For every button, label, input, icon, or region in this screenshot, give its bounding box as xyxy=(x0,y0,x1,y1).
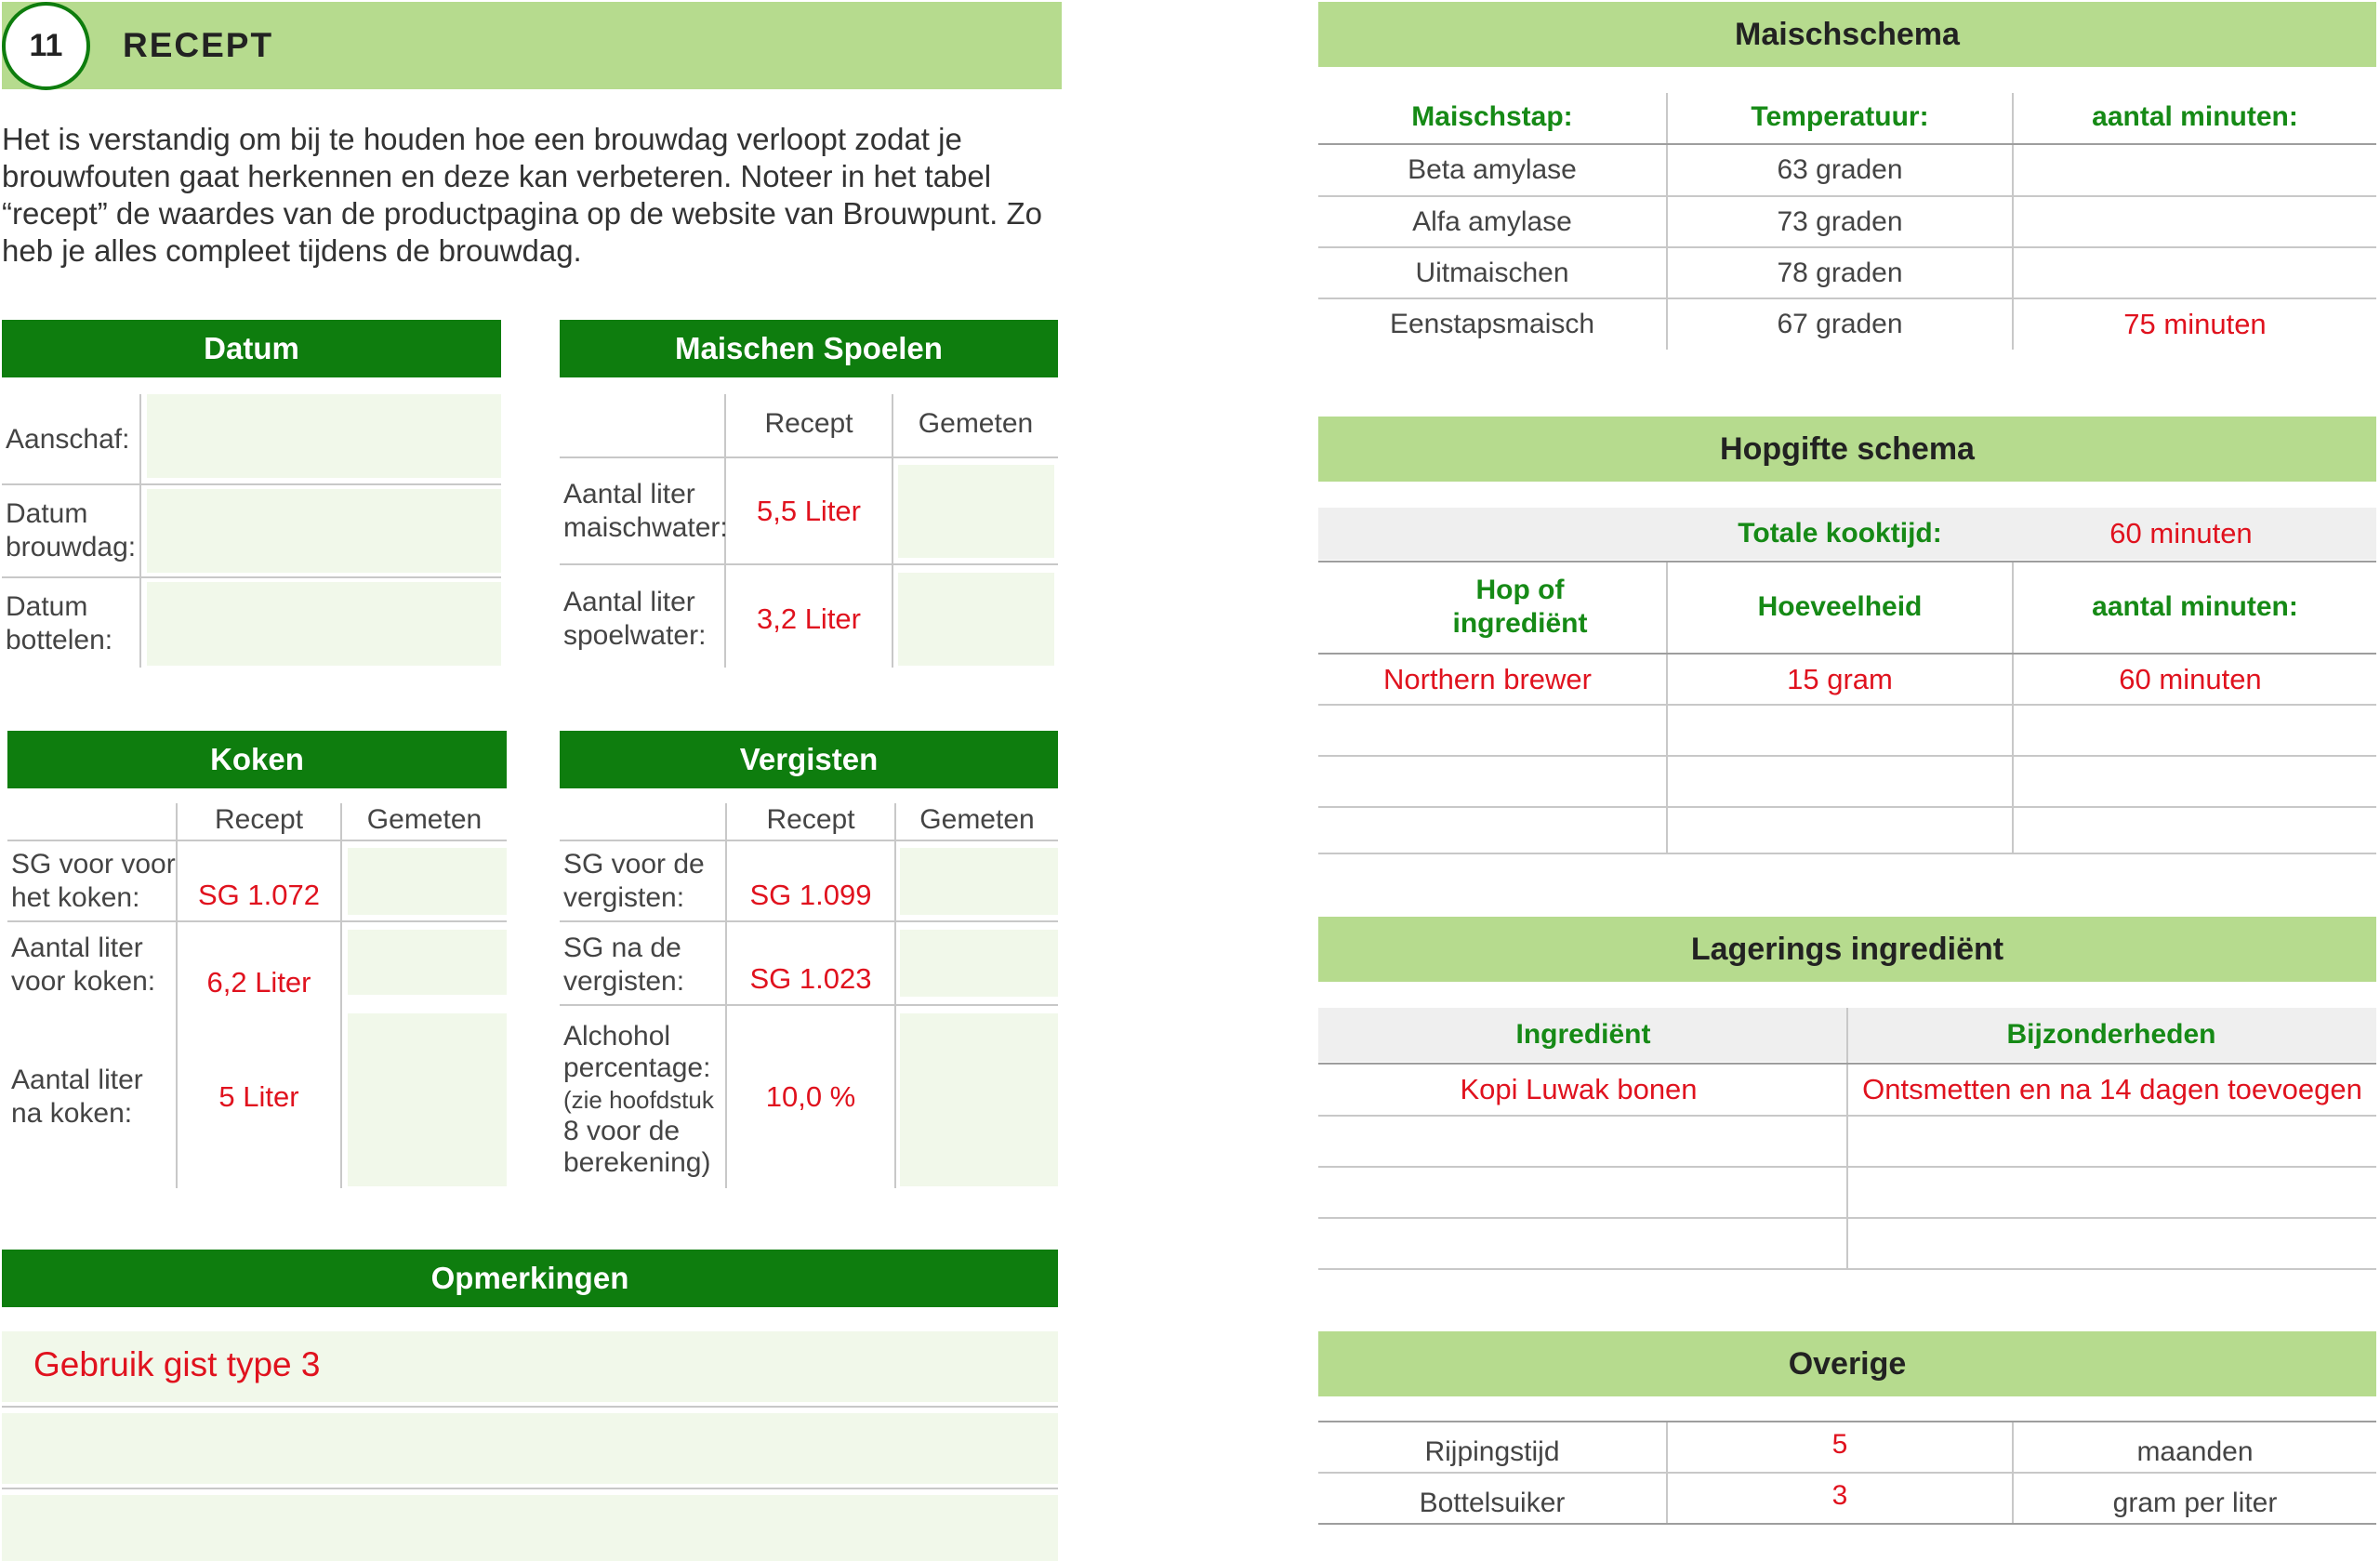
hopgifte-hop[interactable]: Northern brewer xyxy=(1383,662,1592,695)
overige-row-line xyxy=(1318,1523,2376,1525)
hopgifte-col-hop xyxy=(1320,562,1664,652)
lagering-header: Lagerings ingrediënt xyxy=(1318,917,2376,982)
vergisten-alcohol-gemeten[interactable] xyxy=(900,1013,1058,1186)
spoelen-col-recept: Recept xyxy=(764,408,853,439)
opmerkingen-row-line xyxy=(2,1488,1058,1489)
datum-bottelen-field[interactable] xyxy=(147,582,501,666)
vergisten-col-recept: Recept xyxy=(766,804,855,835)
maischschema-col-temp: Temperatuur: xyxy=(1751,101,1929,132)
page-number-badge xyxy=(2,2,90,90)
maischschema-minuten[interactable] xyxy=(2014,248,2376,298)
opmerkingen-text: Gebruik gist type 3 xyxy=(33,1345,321,1383)
overige-header: Overige xyxy=(1318,1331,2376,1396)
overige-value[interactable]: 5 xyxy=(1831,1429,1848,1460)
koken-recept-value: 6,2 Liter xyxy=(206,966,311,999)
maischschema-col-stap: Maischstap: xyxy=(1411,101,1573,132)
overige-unit: maanden xyxy=(2136,1435,2254,1467)
datum-divider xyxy=(139,394,141,668)
datum-label-line: Datum xyxy=(6,591,88,622)
hopgifte-kooktijd-label: Totale kooktijd: xyxy=(1738,518,1942,549)
lagering-bijzonderheden[interactable] xyxy=(1848,1117,2374,1166)
vergisten-label-line: Alchohol xyxy=(563,1021,671,1052)
datum-row-line xyxy=(2,483,501,485)
page-number: 11 xyxy=(29,28,63,63)
hopgifte-col-hoeveelheid: Hoeveelheid xyxy=(1757,591,1923,622)
datum-label xyxy=(6,400,136,479)
vergisten-label xyxy=(563,844,723,919)
koken-label xyxy=(11,1055,177,1139)
datum-label-line: Aanschaf: xyxy=(6,423,130,455)
koken-col-recept: Recept xyxy=(214,804,304,835)
hopgifte-minuten[interactable] xyxy=(2014,706,2376,755)
maischschema-stap: Beta amylase xyxy=(1408,154,1577,185)
lagering-ingredient[interactable] xyxy=(1320,1168,1846,1217)
vergisten-recept-value: SG 1.023 xyxy=(749,962,872,996)
vergisten-header: Vergisten xyxy=(560,731,1058,788)
lagering-col-ingredient: Ingrediënt xyxy=(1515,1019,1651,1050)
datum-brouwdag-field[interactable] xyxy=(147,489,501,573)
hopgifte-col-minuten: aantal minuten: xyxy=(2092,591,2298,622)
spoelen-maischwater-gemeten[interactable] xyxy=(898,465,1054,558)
spoelen-label xyxy=(563,465,728,558)
datum-label-line: bottelen: xyxy=(6,625,113,655)
maischschema-temp: 78 graden xyxy=(1777,257,1903,288)
intro-line: brouwfouten gaat herkennen en deze kan verbeteren. Noteer in het tabel xyxy=(2,159,992,193)
vergisten-label-line: SG voor de xyxy=(563,849,705,880)
maischschema-minuten[interactable] xyxy=(2014,145,2376,195)
lagering-row-line xyxy=(1318,1268,2376,1270)
intro-text xyxy=(2,121,1062,270)
vergisten-label xyxy=(563,928,723,1002)
koken-label-line: het koken: xyxy=(11,882,140,913)
koken-na-gemeten[interactable] xyxy=(348,1013,507,1186)
hopgifte-hoeveelheid[interactable]: 15 gram xyxy=(1787,662,1893,695)
koken-sg-gemeten[interactable] xyxy=(348,848,507,915)
hopgifte-hoeveelheid[interactable] xyxy=(1668,706,2012,755)
koken-header: Koken xyxy=(7,731,507,788)
lagering-bijzonderheden[interactable]: Ontsmetten en na 14 dagen toevoegen xyxy=(1862,1073,2362,1106)
maischschema-col-minuten: aantal minuten: xyxy=(2092,101,2298,132)
datum-row-line xyxy=(2,576,501,578)
koken-recept-value: 5 Liter xyxy=(218,1080,299,1114)
vergisten-col-gemeten: Gemeten xyxy=(919,804,1035,835)
lagering-ingredient[interactable] xyxy=(1320,1117,1846,1166)
overige-label: Bottelsuiker xyxy=(1419,1487,1566,1518)
maischschema-stap: Eenstapsmaisch xyxy=(1389,309,1595,339)
maischschema-temp: 67 graden xyxy=(1777,309,1903,339)
lagering-bijzonderheden[interactable] xyxy=(1848,1168,2374,1217)
hopgifte-kooktijd-value[interactable]: 60 minuten xyxy=(2109,517,2253,550)
maischschema-stap: Alfa amylase xyxy=(1412,205,1572,237)
datum-label xyxy=(6,490,136,572)
spoelen-label xyxy=(563,573,721,666)
vergisten-label xyxy=(563,1013,723,1186)
hopgifte-hoeveelheid[interactable] xyxy=(1668,757,2012,806)
intro-line: “recept” de waardes van de productpagina op de website van Brouwpunt. Zo xyxy=(2,196,1043,231)
hopgifte-minuten[interactable] xyxy=(2014,808,2376,853)
intro-line: Het is verstandig om bij te houden hoe een brouwdag verloopt zodat je xyxy=(2,122,962,156)
opmerkingen-line-field[interactable] xyxy=(2,1495,1058,1561)
maischschema-minuten[interactable]: 75 minuten xyxy=(2123,308,2267,341)
overige-value[interactable]: 3 xyxy=(1831,1480,1848,1511)
datum-header: Datum xyxy=(2,320,501,377)
maischschema-header: Maischschema xyxy=(1318,2,2376,67)
vergisten-row-line xyxy=(560,840,1058,841)
spoelen-col-gemeten: Gemeten xyxy=(918,408,1034,439)
vergisten-label-line: berekening) xyxy=(563,1147,711,1178)
datum-aanschaf-field[interactable] xyxy=(147,394,501,478)
hopgifte-hop[interactable] xyxy=(1320,808,1664,853)
vergisten-sg-voor-gemeten[interactable] xyxy=(900,848,1058,915)
spoelen-label-line: maischwater: xyxy=(563,512,728,543)
koken-label-line: voor koken: xyxy=(11,966,156,997)
spoelen-label-line: Aantal liter xyxy=(563,479,695,509)
maischschema-temp: 73 graden xyxy=(1777,205,1903,237)
opmerkingen-header: Opmerkingen xyxy=(2,1250,1058,1307)
lagering-ingredient[interactable] xyxy=(1320,1219,1846,1268)
vergisten-label-line: vergisten: xyxy=(563,882,685,913)
lagering-ingredient[interactable]: Kopi Luwak bonen xyxy=(1460,1073,1698,1106)
koken-voor-gemeten[interactable] xyxy=(348,930,507,995)
spoelen-label-line: Aantal liter xyxy=(563,587,695,617)
koken-row-line xyxy=(7,840,507,841)
page-title: RECEPT xyxy=(123,26,274,64)
spoelen-row-line xyxy=(560,563,1058,565)
hopgifte-hoeveelheid[interactable] xyxy=(1668,808,2012,853)
overige-label: Rijpingstijd xyxy=(1424,1435,1560,1467)
lagering-col-bijzonderheden: Bijzonderheden xyxy=(2006,1019,2216,1050)
hopgifte-hop[interactable] xyxy=(1320,706,1664,755)
opmerkingen-row-line xyxy=(2,1406,1058,1408)
spoelen-recept-value: 3,2 Liter xyxy=(756,602,861,636)
datum-label-line: brouwdag: xyxy=(6,532,137,562)
maischschema-stap: Uitmaischen xyxy=(1415,257,1569,288)
koken-label xyxy=(11,928,177,1002)
spoelen-row-line xyxy=(560,456,1058,458)
hopgifte-minuten[interactable]: 60 minuten xyxy=(2119,662,2262,695)
vergisten-label-line: SG na de xyxy=(563,933,681,963)
hopgifte-hop[interactable] xyxy=(1320,757,1664,806)
koken-recept-value: SG 1.072 xyxy=(198,879,320,912)
datum-label-line: Datum xyxy=(6,498,88,529)
maischschema-temp: 63 graden xyxy=(1777,154,1903,185)
vergisten-label-line: percentage: xyxy=(563,1052,711,1083)
intro-line: heb je alles compleet tijdens de brouwdag. xyxy=(2,233,582,268)
hopgifte-minuten[interactable] xyxy=(2014,757,2376,806)
lagering-bijzonderheden[interactable] xyxy=(1848,1219,2374,1268)
opmerkingen-line-field[interactable] xyxy=(2,1413,1058,1484)
koken-col-gemeten: Gemeten xyxy=(366,804,483,835)
hopgifte-col-hop-text: Hop of ingrediënt xyxy=(1452,575,1588,639)
vergisten-sg-na-gemeten[interactable] xyxy=(900,930,1058,997)
hopgifte-row-line xyxy=(1318,853,2376,854)
maischschema-minuten[interactable] xyxy=(2014,197,2376,246)
koken-label-line: Aantal liter xyxy=(11,933,143,963)
spoelen-spoelwater-gemeten[interactable] xyxy=(898,573,1054,666)
vergisten-label-line: vergisten: xyxy=(563,966,685,997)
koken-label-line: Aantal liter xyxy=(11,1065,143,1095)
datum-label xyxy=(6,583,136,665)
spoelen-label-line: spoelwater: xyxy=(563,620,707,651)
spoelen-recept-value: 5,5 Liter xyxy=(756,495,861,528)
vergisten-label-line: 8 voor de xyxy=(563,1116,681,1146)
hopgifte-header: Hopgifte schema xyxy=(1318,417,2376,482)
spoelen-header: Maischen Spoelen xyxy=(560,320,1058,377)
vergisten-label-line: (zie hoofdstuk xyxy=(563,1086,714,1114)
vergisten-recept-value: 10,0 % xyxy=(765,1080,856,1114)
koken-divider xyxy=(340,803,342,1188)
vergisten-recept-value: SG 1.099 xyxy=(749,879,872,912)
koken-label-line: na koken: xyxy=(11,1098,133,1129)
overige-unit: gram per liter xyxy=(2112,1487,2278,1518)
koken-label xyxy=(11,844,177,919)
vergisten-divider xyxy=(894,803,896,1188)
koken-label-line: SG voor voor xyxy=(11,849,176,880)
